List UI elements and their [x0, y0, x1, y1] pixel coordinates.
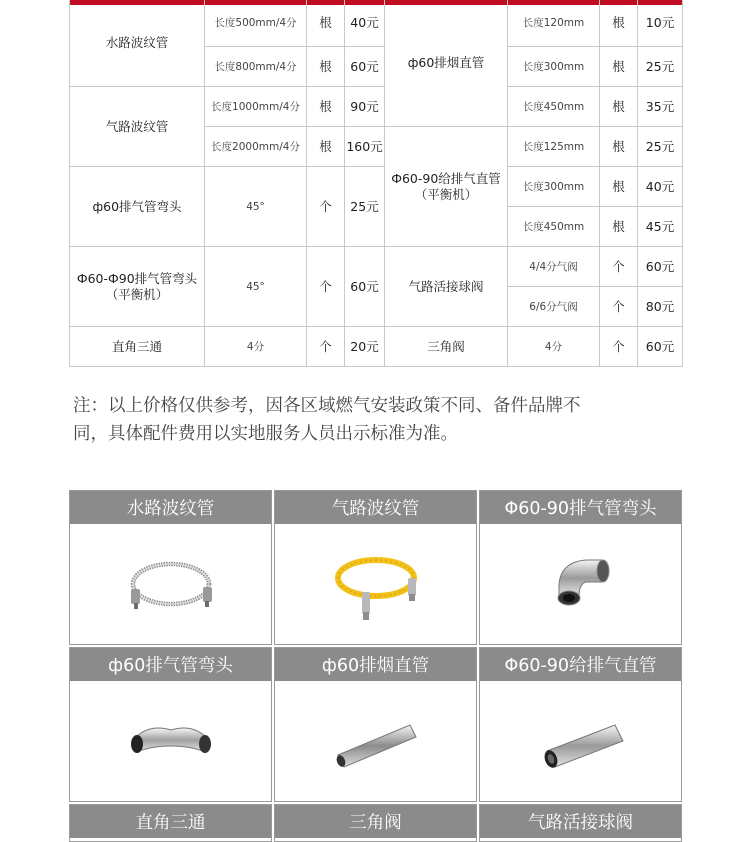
item-spec: 长度450mm [508, 207, 600, 247]
item-price: 25元 [638, 47, 683, 87]
gallery-item [274, 490, 477, 645]
gallery-item [274, 804, 477, 842]
item-name: 气路波纹管 [70, 87, 205, 167]
item-unit: 根 [600, 0, 638, 47]
water-hose-icon [70, 524, 271, 644]
gallery-item [69, 804, 272, 842]
item-price: 45元 [638, 207, 683, 247]
item-unit: 个 [600, 327, 638, 367]
item-spec: 45° [205, 167, 307, 247]
balanced-elbow-icon [480, 524, 681, 644]
parts-gallery [69, 490, 682, 842]
item-name: 直角三通 [70, 327, 205, 367]
item-unit: 根 [600, 87, 638, 127]
gas-hose-icon [275, 524, 476, 644]
item-spec: 长度120mm [508, 0, 600, 47]
gallery-item [274, 647, 477, 802]
item-name-line: （平衡机） [105, 286, 169, 302]
note-line: 同，具体配件费用以实地服务人员出示标准为准。 [73, 424, 458, 444]
gallery-item-title: Φ60-90给排气直管 [480, 648, 681, 681]
item-name: 三角阀 [385, 327, 508, 367]
item-spec: 长度450mm [508, 87, 600, 127]
item-unit: 根 [600, 47, 638, 87]
item-price: 20元 [345, 327, 385, 367]
item-name [70, 247, 205, 327]
gallery-row [69, 490, 682, 645]
item-name-line: （平衡机） [414, 186, 478, 202]
item-spec: 长度1000mm/4分 [205, 87, 307, 127]
item-name [385, 127, 508, 247]
item-unit: 根 [307, 127, 345, 167]
straight-pipe-icon [275, 681, 476, 801]
gallery-row [69, 804, 682, 842]
gallery-item-title: 气路波纹管 [275, 491, 476, 524]
gallery-item [69, 490, 272, 645]
item-unit: 个 [600, 247, 638, 287]
item-price: 40元 [345, 0, 385, 47]
item-unit: 根 [307, 47, 345, 87]
item-spec: 4分 [205, 327, 307, 367]
item-price: 25元 [345, 167, 385, 247]
item-spec: 4分 [508, 327, 600, 367]
item-price: 25元 [638, 127, 683, 167]
table-row [70, 327, 683, 367]
table-row [70, 167, 683, 207]
item-name: 气路活接球阀 [385, 247, 508, 327]
item-name: 水路波纹管 [70, 0, 205, 87]
gallery-item-title: Φ60-90排气管弯头 [480, 491, 681, 524]
item-unit: 根 [600, 207, 638, 247]
item-price: 10元 [638, 0, 683, 47]
exhaust-elbow-icon [70, 681, 271, 801]
item-spec: 长度300mm [508, 167, 600, 207]
item-spec: 长度300mm [508, 47, 600, 87]
item-unit: 根 [307, 0, 345, 47]
table-row [70, 87, 683, 127]
item-name-line: Ф60-90给排气直管 [391, 170, 501, 186]
gallery-item [479, 804, 682, 842]
item-price: 60元 [638, 327, 683, 367]
note-line: 注：以上价格仅供参考，因各区域燃气安装政策不同、备件品牌不 [73, 396, 581, 416]
item-price: 35元 [638, 87, 683, 127]
table-row [70, 247, 683, 287]
item-unit: 根 [307, 87, 345, 127]
gallery-item-title: 直角三通 [70, 805, 271, 838]
gallery-item-title: 气路活接球阀 [480, 805, 681, 838]
item-price: 60元 [638, 247, 683, 287]
item-name: ф60排烟直管 [385, 0, 508, 127]
gallery-item-title: 水路波纹管 [70, 491, 271, 524]
price-table [69, 0, 683, 367]
item-spec: 长度125mm [508, 127, 600, 167]
item-unit: 个 [600, 287, 638, 327]
gallery-item-title: ф60排气管弯头 [70, 648, 271, 681]
item-name-line: Ф60-Ф90排气管弯头 [76, 270, 198, 286]
gallery-item-title: ф60排烟直管 [275, 648, 476, 681]
item-unit: 根 [600, 167, 638, 207]
item-price: 60元 [345, 247, 385, 327]
item-spec: 长度2000mm/4分 [205, 127, 307, 167]
item-spec: 4/4分气阀 [508, 247, 600, 287]
item-price: 160元 [345, 127, 385, 167]
item-price: 80元 [638, 287, 683, 327]
item-price: 40元 [638, 167, 683, 207]
item-unit: 个 [307, 327, 345, 367]
item-price: 60元 [345, 47, 385, 87]
coaxial-pipe-icon [480, 681, 681, 801]
item-price: 90元 [345, 87, 385, 127]
item-spec: 长度800mm/4分 [205, 47, 307, 87]
gallery-item-title: 三角阀 [275, 805, 476, 838]
table-row [70, 0, 683, 47]
item-unit: 根 [600, 127, 638, 167]
item-unit: 个 [307, 167, 345, 247]
gallery-row [69, 647, 682, 802]
item-unit: 个 [307, 247, 345, 327]
price-note [73, 392, 683, 448]
item-spec: 长度500mm/4分 [205, 0, 307, 47]
item-spec: 6/6分气阀 [508, 287, 600, 327]
gallery-item [479, 647, 682, 802]
item-name: ф60排气管弯头 [70, 167, 205, 247]
gallery-item [479, 490, 682, 645]
item-spec: 45° [205, 247, 307, 327]
gallery-item [69, 647, 272, 802]
